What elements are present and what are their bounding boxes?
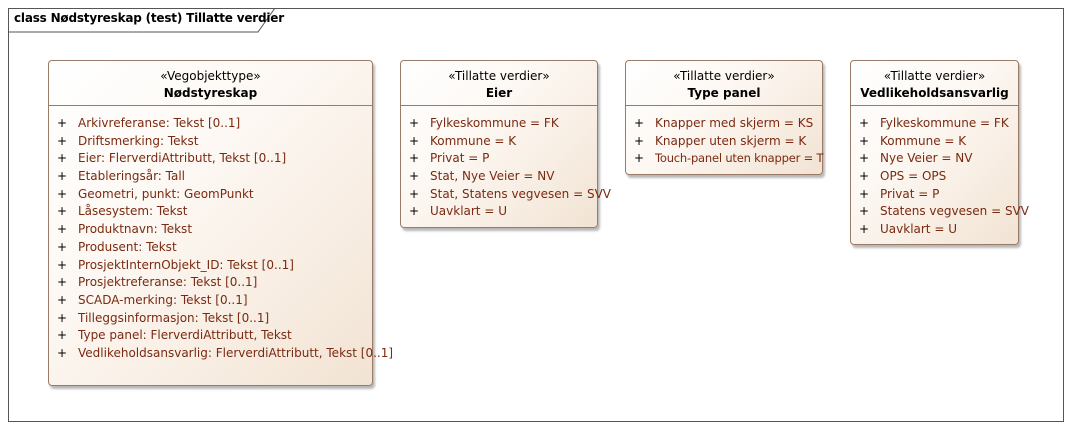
attribute-text: OPS = OPS (880, 169, 947, 184)
visibility-marker: + (859, 116, 870, 130)
visibility-marker: + (409, 151, 420, 166)
class-name: Nødstyreskap (163, 86, 258, 100)
attribute-item (401, 203, 597, 221)
attribute-item (851, 150, 1018, 168)
attribute-text: Driftsmerking: Tekst (78, 133, 199, 148)
visibility-marker: + (57, 345, 68, 360)
visibility-marker: + (634, 133, 645, 148)
class-type-panel[interactable] (625, 60, 823, 175)
class-nodstyreskap[interactable] (48, 60, 394, 386)
attribute-item (49, 186, 372, 204)
attribute-item (49, 239, 372, 257)
class-eier[interactable] (400, 60, 611, 228)
visibility-marker: + (57, 116, 68, 130)
attribute-text: Type panel: FlerverdiAttributt, Tekst (78, 328, 292, 343)
attribute-list (49, 106, 394, 363)
attribute-item (49, 221, 372, 239)
class-name: Vedlikeholdsansvarlig (860, 86, 1009, 100)
class-name: Type panel (687, 86, 761, 100)
attribute-text: Knapper med skjerm = KS (655, 116, 814, 130)
visibility-marker: + (57, 169, 68, 184)
visibility-marker: + (859, 151, 870, 166)
visibility-marker: + (409, 186, 420, 201)
attribute-item (49, 115, 372, 133)
attribute-text: Eier: FlerverdiAttributt, Tekst [0..1] (78, 151, 287, 166)
visibility-marker: + (57, 275, 68, 290)
visibility-marker: + (859, 186, 870, 201)
class-stereotype: «Tillatte verdier» (883, 69, 986, 83)
attribute-list (401, 106, 611, 221)
attribute-text: Låsesystem: Tekst (78, 204, 188, 219)
attribute-text: Fylkeskommune = FK (430, 116, 559, 130)
visibility-marker: + (409, 169, 420, 184)
attribute-item (626, 115, 822, 133)
attribute-text: SCADA-merking: Tekst [0..1] (78, 292, 248, 307)
visibility-marker: + (859, 222, 870, 237)
visibility-marker: + (634, 116, 645, 130)
diagram-title: class Nødstyreskap (test) Tillatte verdier (14, 11, 284, 25)
attribute-text: Stat, Statens vegvesen = SVV (430, 186, 611, 201)
attribute-text: Geometri, punkt: GeomPunkt (78, 186, 254, 201)
visibility-marker: + (57, 310, 68, 325)
attribute-list (626, 106, 822, 168)
attribute-item (401, 186, 611, 204)
visibility-marker: + (859, 169, 870, 184)
attribute-text: Knapper uten skjerm = K (655, 133, 807, 148)
visibility-marker: + (57, 239, 68, 254)
visibility-marker: + (409, 133, 420, 148)
attribute-item (49, 327, 372, 345)
attribute-text: Uavklart = U (880, 222, 957, 237)
attribute-item (49, 345, 394, 363)
class-header (49, 61, 372, 106)
attribute-text: Stat, Nye Veier = NV (430, 169, 555, 184)
attribute-text: Etableringsår: Tall (78, 169, 186, 184)
attribute-text: Privat = P (880, 186, 940, 201)
attribute-text: Fylkeskommune = FK (880, 116, 1009, 130)
class-name: Eier (485, 86, 513, 100)
attribute-text: Touch-panel uten knapper = T (655, 151, 824, 166)
attribute-item (851, 168, 1018, 186)
visibility-marker: + (57, 257, 68, 272)
attribute-text: Prosjektreferanse: Tekst [0..1] (78, 275, 258, 290)
attribute-text: Produktnavn: Tekst (78, 222, 193, 237)
attribute-item (49, 310, 372, 328)
attribute-text: ProsjektInternObjekt_ID: Tekst [0..1] (78, 257, 294, 272)
attribute-item (49, 292, 372, 310)
class-header (401, 61, 597, 106)
attribute-item (401, 150, 597, 168)
attribute-text: Vedlikeholdsansvarlig: FlerverdiAttributt, Tekst [0..1] (78, 345, 394, 360)
attribute-item (401, 168, 597, 186)
attribute-text: Arkivreferanse: Tekst [0..1] (78, 116, 241, 130)
attribute-item (49, 168, 372, 186)
visibility-marker: + (57, 151, 68, 166)
attribute-item (49, 274, 372, 292)
visibility-marker: + (57, 204, 68, 219)
attribute-item (626, 150, 822, 168)
attribute-text: Kommune = K (430, 133, 517, 148)
visibility-marker: + (57, 186, 68, 201)
class-header (851, 61, 1018, 106)
attribute-list (851, 106, 1029, 239)
class-header (626, 61, 822, 106)
attribute-text: Kommune = K (880, 133, 967, 148)
class-vedlikeholdsansvarlig[interactable] (850, 60, 1029, 245)
visibility-marker: + (634, 151, 645, 166)
attribute-text: Privat = P (430, 151, 490, 166)
visibility-marker: + (57, 328, 68, 343)
attribute-text: Uavklart = U (430, 204, 507, 219)
visibility-marker: + (57, 222, 68, 237)
attribute-item (851, 133, 1018, 151)
class-stereotype: «Tillatte verdier» (673, 69, 775, 83)
visibility-marker: + (57, 133, 68, 148)
visibility-marker: + (409, 116, 420, 130)
attribute-item (49, 150, 372, 168)
attribute-item (49, 257, 372, 275)
attribute-item (851, 203, 1029, 221)
visibility-marker: + (859, 204, 870, 219)
visibility-marker: + (859, 133, 870, 148)
attribute-item (401, 133, 597, 151)
class-stereotype: «Vegobjekttype» (160, 69, 261, 83)
attribute-text: Tilleggsinformasjon: Tekst [0..1] (78, 310, 270, 325)
attribute-item (49, 133, 372, 151)
class-stereotype: «Tillatte verdier» (448, 69, 550, 83)
visibility-marker: + (409, 204, 420, 219)
attribute-text: Produsent: Tekst (78, 239, 177, 254)
attribute-text: Nye Veier = NV (880, 151, 973, 166)
attribute-item (851, 186, 1018, 204)
attribute-item (49, 203, 372, 221)
attribute-text: Statens vegvesen = SVV (880, 204, 1029, 219)
visibility-marker: + (57, 292, 68, 307)
attribute-item (851, 115, 1018, 133)
attribute-item (626, 133, 822, 151)
attribute-item (401, 115, 597, 133)
attribute-item (851, 221, 1018, 239)
